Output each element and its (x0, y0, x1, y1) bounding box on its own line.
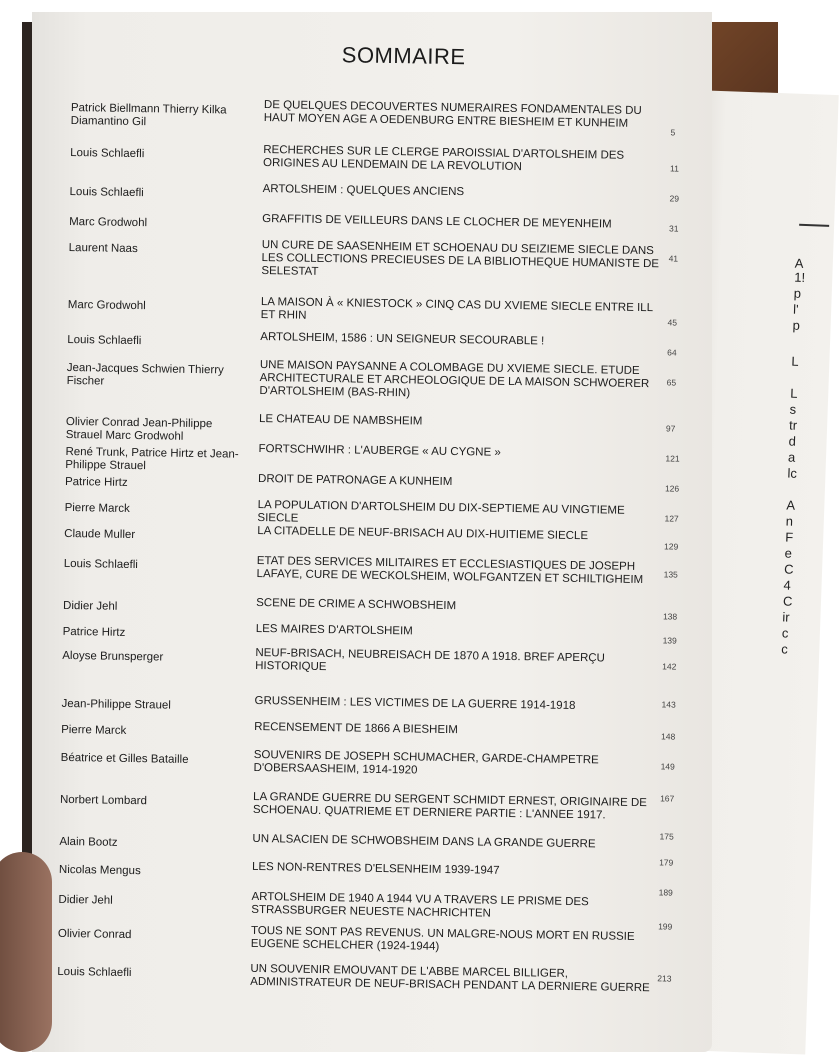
toc-page-number: 121 (665, 453, 680, 464)
toc-title: UNE MAISON PAYSANNE A COLOMBAGE DU XVIEME SIECLE. ETUDE ARCHITECTURALE ET ARCHEOLOGIQUE DE LA MAISON SCHWOERER D'ARTOLSHEIM (BAS-RHIN) (259, 358, 650, 400)
toc-title: TOUS NE SONT PAS REVENUS. UN MALGRE-NOUS MORT EN RUSSIE EUGENE SCHELCHER (1924-1944) (250, 924, 635, 953)
toc-author: Patrice Hirtz (62, 625, 126, 639)
toc-title: SCENE DE CRIME A SCHWOBSHEIM (256, 596, 457, 613)
toc-page-number: 45 (667, 317, 678, 328)
toc-author: Patrice Hirtz (64, 475, 128, 489)
toc-title: LES MAIRES D'ARTOLSHEIM (255, 622, 413, 638)
facing-page-fragment: 1! (794, 269, 806, 286)
page-title: SOMMAIRE (341, 42, 466, 70)
facing-page-fragment: L (790, 385, 798, 401)
toc-title: UN SOUVENIR EMOUVANT DE L'ABBE MARCEL BILLIGER, ADMINISTRATEUR DE NEUF-BRISACH PENDANT LA DERNIERE GUERRE (250, 962, 650, 995)
toc-author: Laurent Naas (68, 241, 138, 256)
toc-page-number: 138 (662, 611, 678, 622)
toc-page-number: 65 (666, 377, 677, 388)
facing-page-fragment: l' (792, 301, 799, 317)
toc-author: Norbert Lombard (59, 793, 148, 808)
toc-author: Louis Schlaefli (57, 965, 132, 980)
toc-author: Louis Schlaefli (69, 185, 144, 200)
facing-page-fragment: C (783, 561, 794, 577)
toc-page-number: 126 (664, 483, 680, 494)
toc-author: Nicolas Mengus (58, 863, 141, 878)
toc-author: Alain Bootz (59, 835, 118, 849)
facing-page-rule (799, 224, 829, 227)
toc-author: Béatrice et Gilles Bataille (60, 751, 189, 766)
toc-page-number: 97 (665, 423, 676, 434)
facing-page-fragment: p (793, 285, 802, 301)
toc-author: Jean-Jacques Schwien Thierry Fischer (66, 361, 224, 388)
facing-page-fragment: tr (788, 417, 798, 433)
toc-page-number: 129 (664, 541, 679, 552)
facing-page-fragment: 4 (783, 577, 792, 593)
toc-author: Louis Schlaefli (70, 146, 145, 161)
toc-page-number: 175 (659, 831, 674, 842)
toc-page-number: 29 (669, 193, 680, 204)
toc-page-number: 11 (669, 163, 679, 174)
toc-author: Olivier Conrad (57, 927, 132, 942)
toc-author: Louis Schlaefli (63, 557, 138, 572)
toc-title: FORTSCHWIHR : L'AUBERGE « AU CYGNE » (258, 442, 501, 459)
toc-page-number: 5 (670, 127, 676, 138)
toc-title: LA GRANDE GUERRE DU SERGENT SCHMIDT ERNEST, ORIGINAIRE DE SCHOENAU. QUATRIEME ET DERNIERE PARTIE : L'ANNEE 1917. (252, 790, 647, 822)
toc-page-number: 135 (663, 569, 678, 580)
facing-page-fragment: C (782, 593, 793, 609)
toc-page-number: 148 (661, 731, 676, 742)
toc-title: ARTOLSHEIM : QUELQUES ANCIENS (262, 183, 465, 199)
toc-page-number: 139 (662, 635, 677, 646)
toc-page-number: 142 (662, 661, 677, 672)
toc-title: LA MAISON À « KNIESTOCK » CINQ CAS DU XVIEME SIECLE ENTRE ILL ET RHIN (260, 296, 653, 322)
toc-page-number: 167 (660, 793, 675, 804)
finger (0, 852, 52, 1052)
toc-author: Didier Jehl (62, 599, 118, 613)
toc-title: RECENSEMENT DE 1866 A BIESHEIM (254, 720, 458, 737)
toc-title: UN ALSACIEN DE SCHWOBSHEIM DANS LA GRANDE GUERRE (252, 832, 596, 851)
toc-title: DROIT DE PATRONAGE A KUNHEIM (258, 472, 453, 489)
facing-page-fragment: e (784, 545, 793, 561)
facing-page-fragment: d (788, 433, 797, 449)
toc-title: GRAFFITIS DE VEILLEURS DANS LE CLOCHER DE MEYENHEIM (262, 213, 612, 231)
toc-title: ARTOLSHEIM, 1586 : UN SEIGNEUR SECOURABLE ! (260, 330, 545, 348)
toc-author: Pierre Marck (61, 723, 127, 737)
facing-page-fragment: A (786, 497, 796, 513)
facing-page-fragment: s (789, 401, 797, 417)
toc-author: René Trunk, Patrice Hirtz et Jean-Philippe Strauel (65, 445, 239, 473)
toc-author: Marc Grodwohl (69, 215, 148, 230)
toc-author: Marc Grodwohl (67, 298, 146, 313)
toc-title: DE QUELQUES DECOUVERTES NUMERAIRES FONDAMENTALES DU HAUT MOYEN AGE A OEDENBURG ENTRE BIESHEIM ET KUNHEIM (263, 99, 642, 130)
toc-title: NEUF-BRISACH, NEUBREISACH DE 1870 A 1918. BREF APERÇU HISTORIQUE (255, 646, 606, 674)
toc-author: Pierre Marck (64, 501, 130, 515)
facing-page-fragment: A (794, 255, 804, 271)
toc-page-number: 199 (658, 921, 673, 932)
facing-page-fragment: L (791, 353, 799, 369)
toc-page-number: 149 (660, 761, 675, 772)
book-page (32, 12, 712, 1052)
toc-title: LA CITADELLE DE NEUF-BRISACH AU DIX-HUITIEME SIECLE (257, 524, 589, 543)
toc-author: Aloyse Brunsperger (62, 649, 164, 664)
toc-title: LES NON-RENTRES D'ELSENHEIM 1939-1947 (251, 860, 500, 877)
toc-title: GRUSSENHEIM : LES VICTIMES DE LA GUERRE 1914-1918 (254, 694, 576, 712)
toc-page-number: 127 (664, 513, 679, 524)
toc-author: Jean-Philippe Strauel (61, 697, 171, 712)
toc-title: ETAT DES SERVICES MILITAIRES ET ECCLESIASTIQUES DE JOSEPH LAFAYE, CURE DE WECKOLSHEIM, WOLFGANTZEN ET SCHILTIGHEIM (256, 554, 644, 587)
toc-author: Patrick Biellmann Thierry Kilka Diamantino Gil (70, 101, 227, 129)
toc-author: Louis Schlaefli (67, 333, 142, 348)
toc-title: ARTOLSHEIM DE 1940 A 1944 VU A TRAVERS LE PRISME DES STRASSBURGER NEUESTE NACHRICHTEN (251, 890, 589, 920)
toc-title: SOUVENIRS DE JOSEPH SCHUMACHER, GARDE-CHAMPETRE D'OBERSAASHEIM, 1914-1920 (253, 748, 599, 777)
facing-page-fragment: n (785, 513, 794, 529)
toc-title: LE CHATEAU DE NAMBSHEIM (258, 412, 423, 428)
table-of-contents (57, 38, 712, 995)
toc-page-number: 213 (657, 973, 672, 984)
toc-title: RECHERCHES SUR LE CLERGE PAROISSIAL D'ARTOLSHEIM DES ORIGINES AU LENDEMAIN DE LA REVOLUTION (262, 144, 625, 174)
facing-page-fragment: c (781, 641, 789, 657)
toc-page-number: 64 (667, 347, 677, 358)
facing-page-fragment: c (781, 625, 789, 641)
facing-page-fragment: F (784, 529, 794, 545)
toc-author: Olivier Conrad Jean-Philippe Strauel Marc Grodwohl (65, 415, 213, 443)
toc-title: LA POPULATION D'ARTOLSHEIM DU DIX-SEPTIEME AU VINGTIEME SIECLE (257, 498, 625, 525)
facing-page-fragment: ir (782, 609, 790, 625)
facing-page-fragment: p (792, 317, 801, 333)
toc-author: Didier Jehl (58, 893, 113, 907)
facing-page-fragment: lc (787, 465, 798, 481)
facing-page-fragment: a (787, 449, 796, 465)
toc-page-number: 143 (661, 699, 676, 710)
toc-page-number: 31 (669, 223, 679, 234)
toc-page-number: 179 (659, 857, 674, 868)
toc-page-number: 189 (658, 887, 673, 898)
toc-author: Claude Muller (64, 527, 136, 542)
toc-title: UN CURE DE SAASENHEIM ET SCHOENAU DU SEIZIEME SIECLE DANS LES COLLECTIONS PRECIEUSES DE LA BIBLIOTHEQUE HUMANISTE DE SELESTAT (261, 239, 660, 278)
photo-frame (22, 22, 806, 1032)
toc-page-number: 41 (668, 253, 679, 264)
